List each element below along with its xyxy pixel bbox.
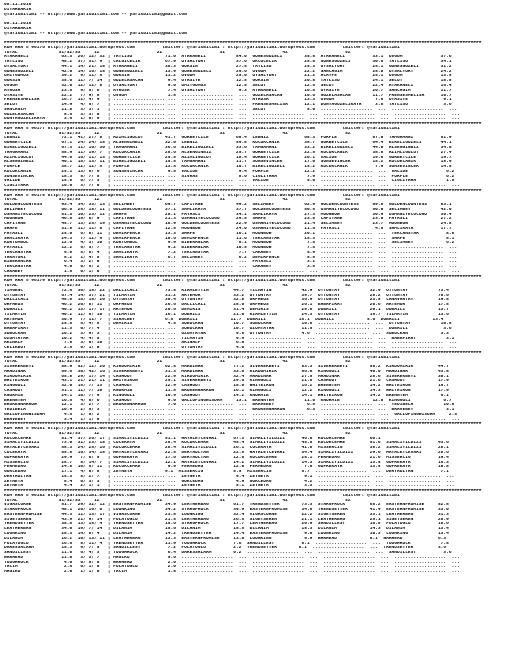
race-row: BROKENNARROW 12.1 3/ 2/ 7 | BROKENNARROW 7.0 ................... ... BRAVEBEY 6.5 ................... ... YEDIBELA 10.8 [4, 403, 455, 408]
race-title: KUM ARA = 96177 http://yarisbilimi.wordpress.com twitter: @YarisBilimi : http://yarisbilimi.wordpress.com twitter: @YarisBilimi [4, 126, 400, 131]
race-title: KUM ARA = 96181 http://yarisbilimi.wordpress.com twitter: @YarisBilimi : http://yarisbilimi.wordpress.com twitter: @YarisBilimi [4, 427, 400, 432]
race-row: BRAVEBEY 3.4 1/ 1/ 0 | ................... ... ................... ... ................... ... ................... ... ................... ... [4, 417, 460, 422]
separator-line: ############################################################################################################################################################################### [4, 422, 482, 427]
race-row: ALSENGINBIZ 40.1 15/ 13/ 11 | BIRELIGUZELI 15.5 TAMGAMANI 11.7 SONSEVINCEK 17.0 SONSEVINCEK 15.2 KUCUKCANIK 18.9 [4, 160, 452, 165]
race-row: DALLICALI 48.8 15/ 18/ 20 | OTTUNTAY 30.4 OTTUNTAY 32.8 ORPHEUS 36.9 OTTUNTAY 23.5 CANAVARTAY 19.8 [4, 298, 449, 303]
race-row: KUCUKCEMRE 81.4 37/ 26/ 17 | SIMALIYILDIZI 51.1 HAYALETCEVARI 67.3 SIMALIYILDIZI 46.8 KUCUKCEMRE 66.1 [4, 436, 381, 441]
race-row: LOONKING 28.3 14/ 8/ 4 | DILANIM 14.2 TRENDSETTER 14.4 EASTERNPROMISE 9.0 LOONKING 10.3 LOONKING 13.4 [4, 531, 449, 536]
race-row: TATLISU 48.2 37/ 31/ 9 | CALGICELIK 67.9 UYSALYURT 37.6 OKCUCELIK 25.8 GUNESGUZELI 30.6 TATLISU 34.1 [4, 60, 452, 65]
race-row: KINGGULI 32.0 15/ 7/ 13 | CASHOUT 12.9 CASHOUT 18.0 WHITEIRON 16.2 BRENNTEM 14.2 WHITEIRON 15.7 [4, 384, 449, 389]
race-row: TIMGENC 72.5 30/ 15/ 22 | DALLICALI 73.8 KIAMLETTIN 44.7 TILMATIN 42.9 OTTUNTAY 32.9 OTTUNTAY 73.4 [4, 288, 449, 293]
race-row: CUCEKAYA 55.8 16/ 34/ 18 | HAYALETCEVARI 22.5 DERYAULTAN 22.5 HAYALETCEVARI 34.4 SIMALIYILDIZI 29.6 HAYALETCEVARI 28.6 [4, 450, 449, 455]
race-row: WHITEIRON 43.1 21/ 21/ 11 | WHITEIRON 25.1 SIVEREKBEYI 29.6 KINGGULI 21.6 CASHOUT 21.6 CASHOUT 17.9 [4, 379, 449, 384]
separator-line: ############################################################################################################################################################################### [4, 350, 482, 355]
race-row: CASHOUT 31.1 11/ 7/ 10 | KNURMIB 11.5 BROKENNARROW 16.1 KINGGULI 12.2 KINGGULI 14.3 WHITEIRON 17.9 [4, 389, 449, 394]
race-row: TOUGHROCK 4.0 0/ 5/ 0 | WARHEAD 2.0 ................... ... ................... ... ................... ... ................... ... [4, 560, 460, 565]
race-row: VALIDE 15.8 6/ 7/ 3 | ................... ... ................... ... VALIDE 5.0 ................... ... CIGLIYARA 1.8 [4, 179, 455, 184]
race-row: UYSALYURT 44.1 14/ 21/ 18 | ATAKANELI 38.3 GOKSIN 27.5 TATLISU 25.3 UYSALYURT 25.1 GUNESGUZELI 31.2 [4, 64, 452, 69]
race-row: GUZELASACAN 8.5 3/ 3/ 0 | ................... ... ................... ... ................... ... ................... ... ................... ... [4, 112, 460, 117]
race-row: TAMGAMANI 58.9 11/ 19/ 7 | KUCUKCANIK 28.6 ALSENGINBIZ 25.7 GURBETCILE 22.5 KUCUKCANIK 38.8 AZIMLIGULUT 27.4 [4, 150, 452, 155]
race-row: CAPITANE 45.7 13/ 25/ 19 | OSMANIYECOCUGU 18.9 GOLDENCOUNTESS 22.9 OSMANIYECOCUGU 21.4 SELIMBEY 23.7 MOONBOW 24.8 [4, 222, 452, 227]
race-row: EASTERNPROMISE 44.3 11/ 13/ 17 | VIGASCORNE 23.8 LOONKING 32.4 VIGASCORNE 22.2 SIGETSEREN 33.1 LEATHERBAG 31.3 [4, 512, 449, 517]
race-row: TEKCANSTAR 4.0 0/ 5/ 2 | ................... ... ................... ... CAKABEY 3.5 ................... ... ................... ... [4, 265, 458, 270]
race-row: SONSEVINCEK 18.3 8/ 7/ 5 | ................... ... SIVRAS 8.6 CIGLIYARA 7.9 ................... ... PURPLE 6.2 [4, 174, 455, 179]
separator-line: ############################################################################################################################################################################### [4, 41, 482, 46]
race-row: SIGETSEREN 43.9 21/ 9/ 14 | POLATOGLU 21.5 LEATHERBAG 26.5 SIGETSEREN 21.1 LEATHERBAG 25.1 SIGETSEREN 28.9 [4, 517, 449, 522]
race-row: AKINALP 7.8 3/ 0/ 10 | ................... ... AKINALP 6.0 ................... ... ................... ... ................... ... [4, 341, 458, 346]
race-row: SIMALIYILDIZI 73.0 31/ 23/ 18 | CUCEKAYA 28.4 KUCUKCEMRE 45.4 SIMALIYILDIZI 45.5 KUCUKCEMRE 51.6 SIMALIYILDIZI 43.6 [4, 441, 449, 446]
race-title: KUM ARA = 96176 http://yarisbilimi.wordpress.com twitter: @YarisBilimi : http://yarisbilimi.wordpress.com twitter: @YarisBilimi [4, 45, 400, 50]
separator-line: ############################################################################################################################################################################### [4, 489, 482, 494]
race-row: SAMLIKAYA 24.3 7/ 12/ 9 | DEMIRPENCE 10.6 DEMIRPENCE 11.6 TEKCANSTAR 15.3 ................... ... SHAPE 8.1 [4, 236, 455, 241]
separator-line: ############################################################################################################################################################################### [4, 188, 482, 193]
race-row: GOLDENCOUNTESS 93.4 34/ 33/ 13 | SELIMBEY 69.7 CAPITANE 49.2 SELIMBEY 62.9 GOLDENCOUNTESS 69.8 GOLDENCOUNTESS 63.1 [4, 203, 452, 208]
race-row: MOONBOW 46.5 19/ 6/ 9 | CAPITANE 21.3 OSMANIYECOCUGU 29.5 SHAPE 23.8 CAPITANE 23.0 PAYASLI 27.2 [4, 217, 452, 222]
race-row: SHAPE 31.8 11/ 11/ 8 | CAPITANE 12.5 MOONBOW 24.0 OSMANIYECOCUGU 11.6 PAYASLI 4.5 SAMLIKAYA 17.7 [4, 226, 452, 231]
race-row: KURTUMBUL 12.6 4/ 3/ 10 | KURTUMBUL 9.9 BIBERANLAR 8.1 MOONBOW 7.5 ................... ... SELIMBEY 6.2 [4, 241, 455, 246]
race-row: PAYASLI 25.0 6/ 8/ 11 | DEMIRPENCE 13.3 SHAPE 16.1 MOONBOW 20.1 ................... ... TEKCANSTAR 8.6 [4, 231, 455, 236]
header-line: @YarisBilimi -- http://www.yarisbilimi.com -- yarisbilimi@gmail.com [4, 12, 187, 17]
race-row: BIBERANLAR 6.4 3/ 2/ 0 | ................... ... ................... ... PAYASLI 3.1 ................... ... ................... ... [4, 260, 458, 265]
report-sheet [4, 3, 524, 667]
race-title: KUM ARA = 96178 http://yarisbilimi.wordpress.com twitter: @YarisBilimi : http://yarisbilimi.wordpress.com twitter: @YarisBilimi [4, 193, 400, 198]
race-row: TOTAL S1/S2/S3 1Z 2Z 3Z 4Z 5Z [4, 498, 351, 503]
race-row: LEBNIZ 72.1 41/ 27/ 8 | AZIMLIGULUT 41.7 GURBETCILE 68.4 LEBNIZ 68.3 PURPLE 67.0 TAMGAMANI 51.9 [4, 136, 452, 141]
header-line: 08.11.2016 [4, 22, 32, 27]
race-row: WARHEAD 11.0 3/ 3/ 7 | MAGIKO 5.6 ................... ... ................... ... ................... ... ................... ... [4, 555, 460, 560]
race-row: ORPHEUS 46.2 20/ 8/ 11 | ORPHEUS 26.6 DALLICALI 28.6 ORPHEUS 26.1 BABAFIRAT 20.6 ARTEMUR 17.5 [4, 303, 449, 308]
race-row: OTTUNTAY 25.5 5/ 4/ 8 | DEMIRIS 4.5 SUBUCKAN 10.7 SUBUCKAN 10.6 ................... ... OTTUNTAY 10.8 [4, 322, 452, 327]
race-row: KNURMIB 24.1 10/ 7/ 9 | KINGGULI 10.9 CASHOUT 14.2 KNURMIB 14.1 WHITEIRON 14.2 BRENNTEM 6.1 [4, 393, 449, 398]
race-title: KUM ARA = 96182 http://yarisbilimi.wordpress.com twitter: @YarisBilimi : http://yarisbilimi.wordpress.com twitter: @YarisBilimi [4, 493, 400, 498]
race-row: UMITGUMUS 39.2 9/ 11/ 5 | GOKSIN 11.2 OVGUM 25.0 UYSALYURT 21.2 ACAYPE 25.1 OVGUM 13.5 [4, 74, 452, 79]
race-row: TOTAL S1/S2/S3 1Z 2Z 3Z 4Z 5Z [4, 431, 351, 436]
race-row: KUCUKCANIK 25.1 13/ 6/ 6 | SONSEVINCEK 9.5 VALIDE 9.4 PURPLE 12.2 ................... ... VALIDE 6.2 [4, 169, 455, 174]
race-row: GUNESGUZELI 42.0 14/ 16/ 18 | GUNESGUZELI 13.9 GUNESGUZELI 29.6 OVGUM 22.2 SANCAGIM 25.0 UYSALYURT 24.2 [4, 69, 452, 74]
race-row: SELIMBEY 66.6 25/ 18/ 11 | GOLDENCOUNTESS 37.1 SAMLIKAYA 37.7 GOLDENCOUNTESS 50.5 OSMANIYECOCUGU 50.0 SELIMBEY 42.0 [4, 207, 452, 212]
header-line: DIYARBAKIR [4, 7, 32, 12]
race-row: CAKABEY 1.5 0/ 1/ 0 | ................... ... ................... ... ................... ... ................... ... ................... ... [4, 269, 460, 274]
race-row: BRENNTEM 16.5 4/ 6/ 6 | CASHOUT 9.0 GALLOPINGWISDAM 13.1 BRENNTEM 11.0 KNURMIB 12.8 KINGGULI 6.7 [4, 398, 452, 403]
race-title: KUM ARA = 96179 http://yarisbilimi.wordpress.com twitter: @YarisBilimi : http://yarisbilimi.wordpress.com twitter: @YarisBilimi [4, 279, 400, 284]
race-row: GUFREKAYA 29.9 7/ 6/ 5 | GUFREKAYA 17.6 DERYAULTAN 12.8 KUCUKCEMRE 28.1 FERMEDAG 21.6 MISSERCIG 19.4 [4, 455, 449, 460]
race-row: MAADINAR 69.5 30/ 42/ 16 | SIVEREKBEYI 31.3 MAADINAR 33.6 KIRDOMIRIK 56.6 KINGGULI 40.0 MAADINAR 43.8 [4, 369, 449, 374]
race-row: MAGIKO 2.0 1/ 1/ 0 | TACIM 1.8 ................... ... ................... ... ................... ... ................... ... [4, 570, 460, 575]
race-row: YEDIBELA 10.9 2/ 5/ 3 | ................... ... ................... ... BROKENNARROW 6.3 ................... ... BRAVEBEY 3.1 [4, 408, 455, 413]
race-row: MISSERCIG 28.7 8/ 14/ 7 | SIMALIYILDIZI 12.1 HAYALETCEVARI 14.2 SIMALIYILDIZI 14.3 SIMALIYILDIZI 13.5 GUFREKAYA 15.3 [4, 460, 449, 465]
header-line: @YarisBilimi -- http://www.yarisbilimi.com -- yarisbilimi@gmail.com [4, 31, 187, 36]
race-row: BABAFIRAT 11.3 0/ 7/ 4 | ................... ... SUBUCKAN 10.7 OZUMTATAR 11.5 ................... ... DUBAILI 3.6 [4, 327, 452, 332]
race-row: KIRDOMIRIK 65.8 29/ 17/ 14 | CASHOUT 22.9 KIRDOMIRIK 32.4 MAADINAR 27.5 MAADINAR 28.6 SIVEREKBEYI 30.1 [4, 374, 449, 379]
race-row: DARESSALAAM 15.3 9/ 7/ 5 | SANDILLEST 7.2 POLATOGLU 2.2 TRENDSETTER 8.1 ................... ... TRENDSETTER 3.6 [4, 546, 447, 551]
race-row: TOTAL S1/S2/S3 1Z 2Z 3Z 4Z 5Z [4, 198, 351, 203]
race-row: DERYAULTAN 15.3 8/ 2/ 7 | ................... ... ZEYNETA 9.4 ZEYNETA 9.1 ................... ... ................... ... [4, 474, 455, 479]
race-row: POLATOGLU 16.6 8/ 11/ 4 | TRENDSETTER 11.9 TOUGHROCK 7.6 SANDILLEST 8.1 ................... ... TOUGHROCK 7.8 [4, 541, 449, 546]
race-row: TOTAL S1/S2/S3 1Z 2Z 3Z 4Z 5Z [4, 360, 351, 365]
race-row: SUBUCKAN 10.2 3/ 9/ 3 | ................... ... OZUMTATAR 9.8 OTTUNTAY 4.6 ................... ... SUBUCKAN 3.3 [4, 331, 449, 336]
race-row: SANDILLEST 11.6 6/ 4/ 3 | TOUGHROCK 6.4 DARESSALAAM 6.2 ................... ... ................... ... SANDILLEST 3.6 [4, 551, 452, 556]
header-line: 08.11.2016 [4, 3, 32, 7]
race-row: PURPLE 38.7 12/ 12/ 5 | PURPLE 13.5 KUCUKCANIK 10.7 BIRELIGUZELI 15.2 KUCUKCANIK 7.9 SONSEVINCEK 14.5 [4, 165, 452, 170]
race-row: GURBETCILE 67.1 24/ 24/ 18 | ALSENGINBIZ 32.0 LEBNIZ 59.8 KUCUKCANIK 38.7 GURBETCILE 64.4 BIRELIGUZELI 44.1 [4, 141, 452, 146]
race-row: GOKCEDAG 17.1 4/ 8/ 8 | ZEYNETA 9.1 MISSERCIG 8.5 MISSERCIG 5.7 ................... ... DERYAULTAN 7.1 [4, 470, 449, 475]
race-row: GOKSIN 35.6 11/ 7/ 14 | GUZELASACAN 9.4 OYASIYE 12.5 GOKSIN 20.8 TATLISU 24.1 SELUT 18.8 [4, 79, 452, 84]
race-row: OYASIYE 22.2 7/ 9/ 8 | OVGUM 1.8 ................... ... GUZELASACAN 10.6 GUZELASACAN 11.7 PRENSESMELISA 10.7 [4, 93, 452, 98]
race-row: TEKCANSTAR 9.8 5/ 8/ 4 | SAMLIKAYA 7.2 TEKCANSTAR 7.7 CAKABEY 5.9 ................... ... ................... ... [4, 250, 458, 255]
race-row: BIRELIGUZELI 67.3 11/ 16/ 30 | TAMGAMANI 36.6 BIRELIGUZELI 33.6 TAMGAMANI 33.2 BIRELIGUZELI 44.0 ALSENGINBIZ 34.0 [4, 145, 452, 150]
race-row: CIGLIYARA 10.0 3/ 7/ 0 | ................... ... ................... ... ................... ... ................... ... ................... ... [4, 184, 460, 189]
race-row: FERMEDAG 24.8 10/ 5/ 11 | KUCUKCEMRE 9.9 FERMEDAG 12.0 FERMEDAG 7.6 GUFREKAYA 13.5 GUFREKAYA 10.8 [4, 465, 449, 470]
race-row: VIGASCORNE 51.7 29/ 32/ 12 | EASTERNPROMISE 34.9 LEATHERBAG 61.7 TRENDSETTER 73.3 STARGFROCK 65.2 EASTERNPROMISE 52.8 [4, 503, 449, 508]
race-row: TOTAL S1/S2/S3 1Z 2Z 3Z 4Z 5Z [4, 131, 351, 136]
race-row: TILMATIN 40.2 11/ 8/ 10 | TILMATIN 16.1 DUBAILI 21.0 KIAMLETTIN 24.3 OTTUNTAY 19.7 TILMATIN 13.6 [4, 312, 449, 317]
race-row: DUNYAGUZELIKAYA 3.6 1/ 0/ 9 | ................... ... ................... ... ................... ... ................... ... ................... ... [4, 117, 460, 122]
race-row: ZEYNETA 4.4 2/ 1/ 1 | ................... ... ZEYNETA 5.1 ZEYNETA 3.3 ................... ... ................... ... [4, 484, 455, 489]
race-row: OVGUM 32.0 12/ 12/ 8 | UYSALYURT 9.0 UMITGUMUS 12.5 SELUT 12.5 SELUT 22.4 ATAKANELI 16.4 [4, 84, 452, 89]
race-row: AYROSA 23.5 9/ 5/ 6 | AYROSA 7.4 UYSALYURT 9.3 ATAKANELI 10.8 OYASIYE 20.7 SANCAGIM 11.7 [4, 88, 452, 93]
race-row: AZIMLIGULUT 44.6 16/ 11/ 13 | GURBETCILE 25.5 AZIMLIGULUT 18.4 GURBETCILE 20.1 VALIDE 19.6 GURBETCILE 19.7 [4, 155, 452, 160]
race-row: ZEYNETA 8.4 0/ 3/ 3 | ................... ... GOKCEDAG 4.9 GOKCEDAG 4.2 ................... ... ................... ... [4, 479, 455, 484]
race-row: DILANIM 16.2 10/ 13/ 11 | LEATHERBAG 13.3 EASTERNPROMISE 13.0 LOONKING 9.9 WARHEAD 8.1 WARHEAD 6.3 [4, 536, 447, 541]
race-row: HAYALETCEVARI 58.3 24/ 25/ 16 | KUCUKCEMRE 28.4 SIMALIYILDIZI 26.1 CUCEKAYA 41.6 MISSERCIG 38.2 SIMALIYILDIZI 28.1 [4, 446, 449, 451]
header-line: DIYARBAKIR [4, 26, 32, 31]
separator-line: ############################################################################################################################################################################### [4, 274, 482, 279]
race-row: GALLOPINGWISDAM 4.5 1/ 0/ 2 | ................... ... ................... ... ................... ... ................... ... GALLOPINGWISDAM 2.5 [4, 412, 458, 417]
race-row: TOTAL S1/S2/S3 1Z 2Z 3Z 4Z 5Z [4, 284, 351, 289]
race-row: ARTEMUR 30.9 7/ 11/ 7 | SIRACBEY 6.5 DUBAILI 11.7 DUBAILI 15.1 DUBAILI 5.6 DUBAILI 13.4 [4, 317, 444, 322]
race-row: LEATHERBAG 34.0 19/ 7/ 14 | DILANIM 15.6 DILANIM 18.5 DILANIM 18.3 DILANIM 14.3 DILANIM 13.4 [4, 527, 449, 532]
race-row: OZUMTATAR 10.2 4/ 4/ 5 | ................... ... TILMATIN 9.9 ................... ... ................... ... BABAFIRAT 3.1 [4, 336, 455, 341]
race-row: ATAKANELI 63.3 26/ 12/ 32 | TATLISU 71.0 ATAKANELI 84.0 GUNESGUZELI 35.8 ATAKANELI 33.1 OVGUM 37.6 [4, 55, 452, 60]
race-row: TRENDSETTER 38.5 13/ 15/ 4 | TRENDSETTER 15.6 STARGFROCK 17.7 LEATHERBAG 20.9 SANDILLEST 16.8 POLATOGLU 18.6 [4, 522, 449, 527]
race-row: TOTAL S1/S2/S3 1Z 2Z 3Z 4Z 5Z [4, 50, 351, 55]
race-row: OTTUNTAY 67.4 14/ 37/ 21 | TILMATIN 31.2 ARTEMUR 33.2 OTTUNTAY 39.7 OTTUNTAY 28.2 OTTUNTAY 70.6 [4, 293, 449, 298]
race-row: DUBAILI 40.2 13/ 17/ 17 | ARTEMUR 20.6 DEMIRIS 31.4 DEMIRIS 25.6 DUBAILI 20.1 DUBAILI 13.7 [4, 308, 449, 312]
race-row: SELUT 14.9 4/ 5/ 7 | ................... ... ................... ... PRENSESMELISA 12.1 DUNYAGUZELIKAYA 3.6 TATLISU 3.6 [4, 103, 452, 108]
race-row: CELIKBOY 2.5 0/ 1/ 0 | ................... ... OTTUNTAY 4.0 ................... ... ................... ... ................... ... [4, 346, 458, 351]
race-row: PRENSESMELISA 16.7 11/ 4/ 9 | ................... ... ................... ... AYROSA 13.3 OVGUM 7.6 OYASIYE 9.1 [4, 98, 452, 103]
race-row: SIVEREKBEYI 88.9 52/ 12/ 20 | KIRDOMIRIK 62.5 MAADINAR 77.2 SIVEREKBEYI 83.3 SIVEREKBEYI 58.2 KIRDOMIRIK 44.7 [4, 365, 449, 370]
race-title: KUM ARA = 96180 http://yarisbilimi.wordpress.com twitter: @YarisBilimi : http://yarisbilimi.wordpress.com twitter: @YarisBilimi [4, 355, 400, 360]
race-row: OSMANIYECOCUGU 51.3 10/ 23/ 12 | SHAPE 28.1 PAYASLI 34.1 SAMLIKAYA 27.3 MOONBOW 30.9 OSMANIYECOCUGU 30.4 [4, 212, 452, 217]
race-row: PAYASLI 12.2 6/ 5/ 7 | TEKCANSTAR 9.2 BIBERANLAR 10.5 MOONBOW 7.5 ................... ... ................... ... [4, 246, 458, 251]
race-row: STARGFROCK 48.1 20/ 16/ 6 | LOONKING 34.2 STARGFROCK 39.9 EASTERNPROMISE 34.6 TRENDSETTER 41.4 EASTERNPROMISE 33.0 [4, 508, 449, 513]
race-row: SANCAGIM 11.8 3/ 3/ 1 | ................... ... ................... ... SELUT 5.0 ................... ... ................... ... [4, 107, 458, 112]
separator-line: ############################################################################################################################################################################### [4, 122, 482, 127]
race-row: TACIM 2.5 0/ 1/ 0 | POLATOGLU 2.0 ................... ... ................... ... ................... ... ................... ... [4, 565, 460, 570]
race-row: YAKATORI 8.2 1/ 4/ 5 | SAMLIKAYA 6.7 SELIMBEY 6.2 DEMIRPENCE 5.5 ................... ... ................... ... [4, 255, 458, 260]
